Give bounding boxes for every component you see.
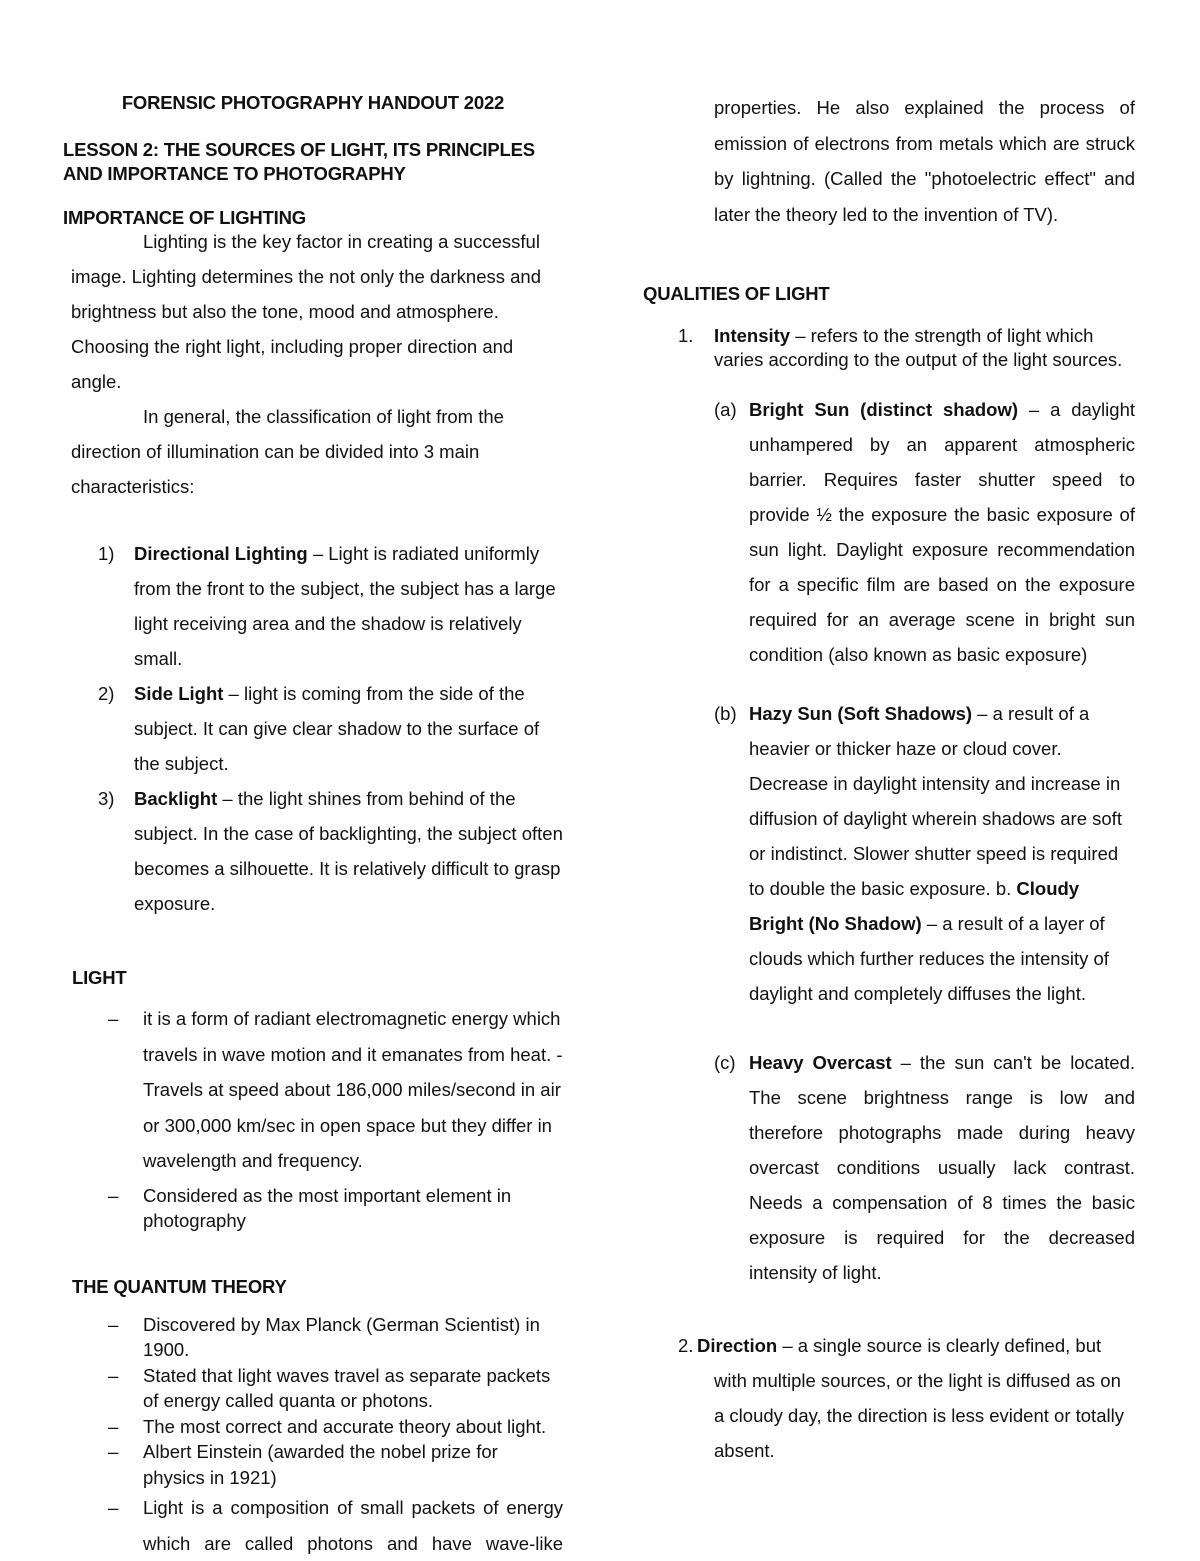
item-text: – Light is radiated uniformly from the front to the subject, the subject has a large light receiving area and the shadow is relatively small. [134,543,556,669]
light-item-1 [63,1001,563,1179]
item-term: Direction [697,1335,778,1356]
quantum-item-4 [63,1439,563,1490]
item-number: 2. [678,1335,694,1356]
dash-bullet: – [108,1441,119,1462]
intensity-sub-a [643,392,1135,672]
right-column [643,92,1135,1468]
item-term: Directional Lighting [134,543,308,564]
sub-term-2: Cloudy Bright (No Shadow) [749,878,1080,934]
sub-label: (a) [714,399,737,420]
dash-bullet: – [108,1497,119,1518]
lighting-item-3 [63,781,563,921]
intensity-sub-c [643,1045,1135,1290]
sub-label: (c) [714,1052,736,1073]
light-item-text: Considered as the most important element in photography [143,1184,512,1231]
quality-intensity [643,324,1135,372]
item-number: 2) [98,683,115,704]
importance-heading: IMPORTANCE OF LIGHTING [63,207,306,228]
item-term: Backlight [134,788,218,809]
quantum-item-text: Stated that light waves travel as separate packets of energy called quanta or photons. [143,1364,551,1411]
quantum-item-text: Discovered by Max Planck (German Scientist) in 1900. [143,1313,540,1360]
item-term: Intensity [714,325,791,346]
sub-text: – a result of a heavier or thicker haze or cloud cover. Decrease in daylight intensity and increase in diffusion of daylight wherein shadows are soft or indistinct. Slower shutter speed is required to double the basic exposure. b. [749,703,1122,899]
item-text: – the light shines from behind of the subject. In the case of backlighting, the subject often becomes a silhouette. It is relatively difficult to grasp exposure. [134,788,563,914]
item-text: – a single source is clearly defined, but with multiple sources, or the light is diffused as on a cloudy day, the direction is less evident or totally absent. [714,1335,1124,1461]
quantum-item-text: Albert Einstein (awarded the nobel prize for physics in 1921) [143,1441,498,1488]
document-title: FORENSIC PHOTOGRAPHY HANDOUT 2022 [121,92,505,113]
sub-text-2: – a result of a layer of clouds which further reduces the intensity of daylight and completely diffuses the light. [749,913,1109,1004]
quantum-item-3 [63,1414,563,1440]
lighting-item-2 [63,676,563,781]
quantum-heading: THE QUANTUM THEORY [72,1275,287,1297]
left-column [63,92,563,1561]
importance-paragraph-1: Lighting is the key factor in creating a successful image. Lighting determines the not only the darkness and brightness but also the tone, mood and atmosphere. Choosing the right light, including proper direction and angle. [71,231,541,392]
lesson-heading: LESSON 2: THE SOURCES OF LIGHT, ITS PRINCIPLES AND IMPORTANCE TO PHOTOGRAPHY [63,139,535,184]
dash-bullet: – [108,1184,119,1206]
item-text: – refers to the strength of light which varies according to the output of the light sources. [714,325,1123,370]
item-number: 3) [98,788,115,809]
dash-bullet: – [108,1364,119,1386]
sub-label: (b) [714,703,737,724]
quantum-item-2 [63,1363,563,1414]
sub-text: – a daylight unhampered by an apparent atmospheric barrier. Requires faster shutter speed to provide ½ the exposure the basic exposure of sun light. Daylight exposure recommendation for a specific film are based on the exposure required for an average scene in bright sun condition (also known as basic exposure) [749,399,1135,665]
dash-bullet: – [108,1415,119,1437]
sub-text: – the sun can't be located. The scene brightness range is low and therefore photographs made during heavy overcast conditions usually lack contrast. Needs a compensation of 8 times the basic exposure is required for the decreased intensity of light. [749,1052,1135,1283]
quantum-item-1 [63,1312,563,1363]
item-text: – light is coming from the side of the subject. It can give clear shadow to the surface of the subject. [134,683,540,774]
quantum-item-5 [63,1490,563,1561]
quantum-item-5-continued: properties. He also explained the process of emission of electrons from metals which are struck by lightning. (Called the "photoelectric effect" and later the theory led to the invention of TV). [714,97,1135,225]
light-item-text: it is a form of radiant electromagnetic energy which travels in wave motion and it emanates from heat. - Travels at speed about 186,000 miles/second in air or 300,000 km/sec in open space but they differ in wavelength and frequency. [143,1008,563,1171]
dash-bullet: – [108,1008,119,1029]
item-number: 1) [98,543,115,564]
light-heading: LIGHT [72,967,127,988]
quantum-item-text: Light is a composition of small packets of energy which are called photons and have wave-like [143,1497,563,1554]
quantum-item-text: The most correct and accurate theory about light. [143,1415,547,1437]
item-term: Side Light [134,683,224,704]
quality-direction [643,1328,1135,1468]
dash-bullet: – [108,1313,119,1335]
light-item-2 [63,1183,563,1234]
importance-paragraph-2: In general, the classification of light from the direction of illumination can be divided into 3 main characteristics: [71,406,504,497]
intensity-sub-b [643,696,1135,1011]
item-number: 1. [678,325,694,346]
sub-term: Bright Sun (distinct shadow) [749,399,1019,420]
sub-term: Hazy Sun (Soft Shadows) [749,703,973,724]
lighting-item-1 [63,536,563,676]
qualities-heading: QUALITIES OF LIGHT [643,283,830,304]
sub-term: Heavy Overcast [749,1052,892,1073]
